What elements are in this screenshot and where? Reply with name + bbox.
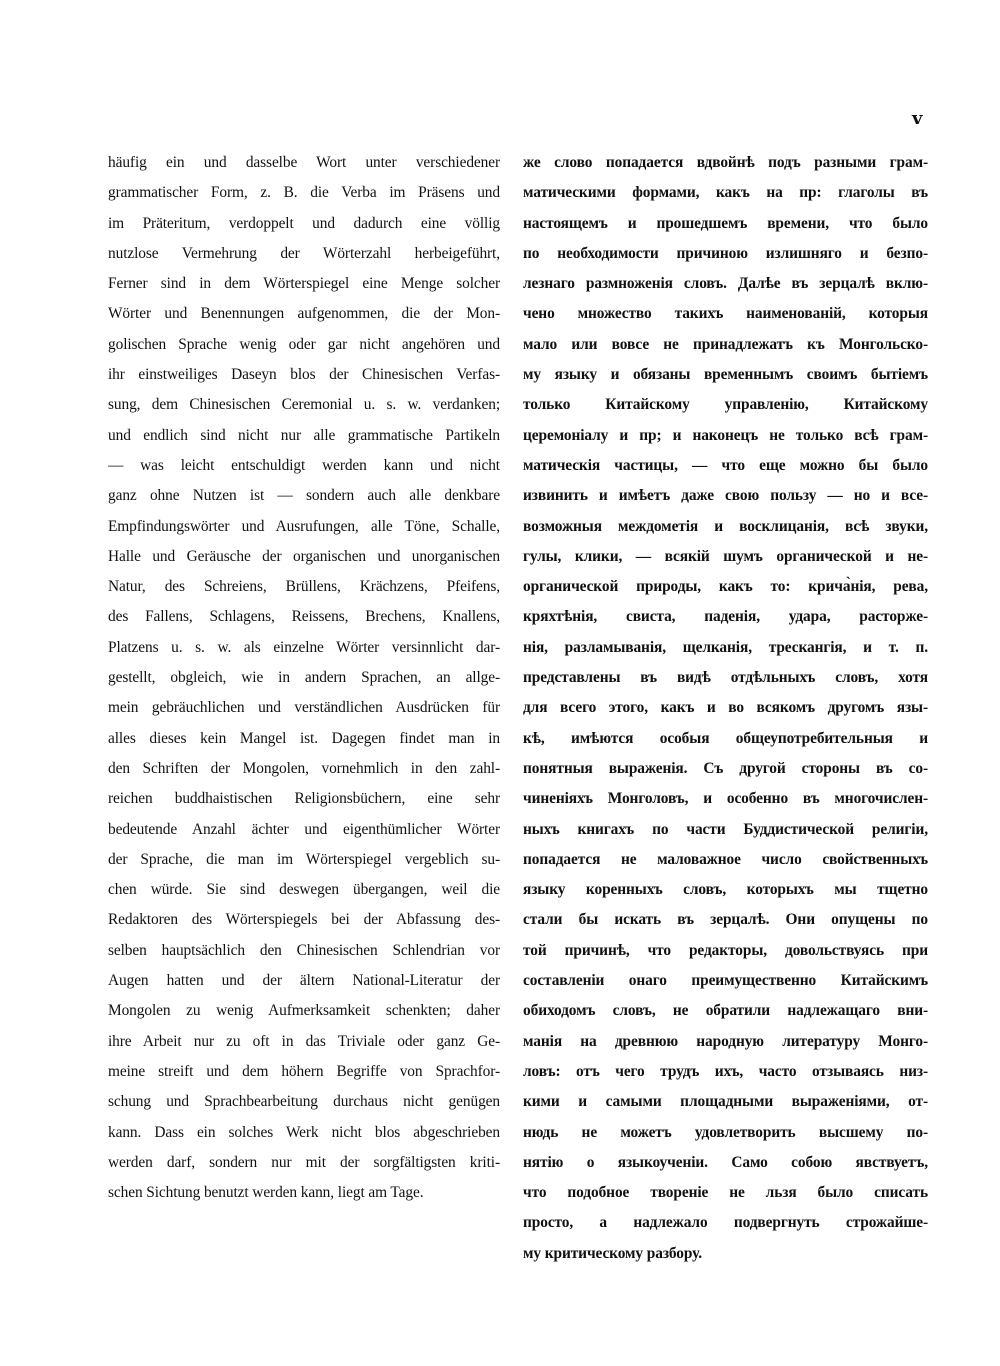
text-line: gestellt, obgleich, wie in andern Sprachen, an allge-	[108, 669, 500, 687]
text-line: нія, разламыванія, щелканія, трескангія, и т. п.	[523, 638, 928, 656]
text-line: Halle und Geräusche der organischen und unorganischen	[108, 547, 500, 565]
text-line: des Fallens, Schlagens, Reissens, Brechens, Knallens,	[108, 608, 500, 626]
text-line: по необходимости причиною излишняго и безпо-	[523, 244, 928, 262]
text-line: golischen Sprache wenig oder gar nicht angehören und	[108, 335, 500, 353]
text-line: und endlich sind nicht nur alle grammatische Partikeln	[108, 426, 500, 444]
text-line: nutzlose Vermehrung der Wörterzahl herbeigeführt,	[108, 244, 500, 262]
text-line: Empfindungswörter und Ausrufungen, alle Töne, Schalle,	[108, 517, 500, 535]
text-line: ganz ohne Nutzen ist — sondern auch alle denkbare	[108, 487, 500, 505]
text-line: mein gebräuchlichen und verständlichen Ausdrücken für	[108, 699, 500, 717]
text-line: Redaktoren des Wörterspiegels bei der Abfassung des-	[108, 911, 500, 929]
page-number: v	[912, 108, 923, 129]
text-line: составленіи онаго преимущественно Китайскимъ	[523, 972, 928, 990]
text-line: матическія частицы, — что еще можно бы было	[523, 456, 928, 474]
text-line: языку коренныхъ словъ, которыхъ мы тщетно	[523, 881, 928, 899]
text-line: органической природы, какъ то: крича̀нія, рева,	[523, 578, 928, 596]
text-line: Natur, des Schreiens, Brüllens, Krächzens, Pfeifens,	[108, 578, 500, 596]
text-line: schung und Sprachbearbeitung durchaus nicht genügen	[108, 1093, 500, 1111]
text-line: alles dieses kein Mangel ist. Dagegen findet man in	[108, 729, 500, 747]
text-line: понятныя выраженія. Съ другой стороны въ со-	[523, 759, 928, 777]
text-line: му критическому разбору.	[523, 1244, 702, 1262]
text-line: чено множество такихъ наименованій, которыя	[523, 305, 928, 323]
text-line: для всего этого, какъ и во всякомъ другомъ язы-	[523, 699, 928, 717]
text-line: манія на древнюю народную литературу Монго-	[523, 1032, 928, 1050]
text-line: возможныя междометія и восклицанія, всѣ звуки,	[523, 517, 928, 535]
text-line: ihr einstweiliges Daseyn blos der Chinesischen Verfas-	[108, 366, 500, 384]
text-line: гулы, клики, — всякій шумъ органической и не-	[523, 547, 928, 565]
text-line: настоящемъ и прошедшемъ времени, что было	[523, 214, 928, 232]
text-line: der Sprache, die man im Wörterspiegel vergeblich su-	[108, 850, 500, 868]
text-line: Augen hatten und der ältern National-Literatur der	[108, 972, 500, 990]
text-line: же слово попадается вдвойнѣ подъ разными грам-	[523, 154, 928, 171]
text-line: представлены въ видѣ отдѣльныхъ словъ, хотя	[523, 669, 928, 687]
text-line: Platzens u. s. w. als einzelne Wörter versinnlicht dar-	[108, 638, 500, 656]
text-line: кими и самыми площадными выраженіями, от-	[523, 1093, 928, 1111]
text-line: обиходомъ словъ, не обратили надлежащаго вни-	[523, 1002, 928, 1020]
text-line: той причинѣ, что редакторы, довольствуясь при	[523, 941, 928, 959]
text-line: ihre Arbeit nur zu oft in das Triviale oder ganz Ge-	[108, 1032, 500, 1050]
text-line: im Präteritum, verdoppelt und dadurch eine völlig	[108, 214, 500, 232]
text-line: werden darf, sondern nur mit der sorgfältigsten kriti-	[108, 1153, 500, 1171]
text-line: попадается не маловажное число свойственныхъ	[523, 850, 928, 868]
text-line: Ferner sind in dem Wörterspiegel eine Menge solcher	[108, 275, 500, 293]
text-line: только Китайскому управленію, Китайскому	[523, 396, 928, 414]
text-line: selben hauptsächlich den Chinesischen Schlendrian vor	[108, 941, 500, 959]
text-line: чиненіяхъ Монголовъ, и особенно въ многочислен-	[523, 790, 928, 808]
text-line: стали бы искать въ зерцалѣ. Они опущены по	[523, 911, 928, 929]
text-line: sung, dem Chinesischen Ceremonial u. s. w. verdanken;	[108, 396, 500, 414]
text-line: церемоніалу и пр; и наконецъ не только всѣ грам-	[523, 426, 928, 444]
text-line: лезнаго размноженія словъ. Далѣе въ зерцалѣ вклю-	[523, 275, 928, 293]
russian-text-column	[523, 148, 928, 1269]
text-line: кряхтѣнія, свиста, паденія, удара, расторже-	[523, 608, 928, 626]
text-line: reichen buddhaistischen Religionsbüchern, eine sehr	[108, 790, 500, 808]
text-line: schen Sichtung benutzt werden kann, liegt am Tage.	[108, 1184, 424, 1202]
text-line: нятію о языкоученіи. Само собою явствуетъ,	[523, 1153, 928, 1171]
german-text-column	[108, 148, 500, 1208]
text-line: ныхъ книгахъ по части Буддистической религіи,	[523, 820, 928, 838]
text-line: kann. Dass ein solches Werk nicht blos abgeschrieben	[108, 1123, 500, 1141]
text-line: что подобное твореніе не льзя было списать	[523, 1184, 928, 1202]
text-line: häufig ein und dasselbe Wort unter verschiedener	[108, 154, 500, 171]
text-line: просто, а надлежало подвергнуть строжайше-	[523, 1214, 928, 1232]
text-line: Wörter und Benennungen aufgenommen, die der Mon-	[108, 305, 500, 323]
text-line: матическими формами, какъ на пр: глаголы въ	[523, 184, 928, 202]
text-line: кѣ, имѣются особыя общеупотребительныя и	[523, 729, 928, 747]
text-line: bedeutende Anzahl ächter und eigenthümlicher Wörter	[108, 820, 500, 838]
text-line: Mongolen zu wenig Aufmerksamkeit schenkten; daher	[108, 1002, 500, 1020]
text-line: извинить и имѣетъ даже свою пользу — но и все-	[523, 487, 928, 505]
text-line: мало или вовсе не принадлежатъ къ Монгольско-	[523, 335, 928, 353]
text-line: — was leicht entschuldigt werden kann und nicht	[108, 456, 500, 474]
text-line: meine streift und dem höhern Begriffe von Sprachfor-	[108, 1062, 500, 1080]
text-line: grammatischer Form, z. B. die Verba im Präsens und	[108, 184, 500, 202]
text-line: му языку и обязаны временнымъ своимъ бытіемъ	[523, 366, 928, 384]
text-line: chen würde. Sie sind deswegen übergangen, weil die	[108, 881, 500, 899]
text-line: ловъ: отъ чего трудъ ихъ, часто отзываясь низ-	[523, 1062, 928, 1080]
text-line: den Schriften der Mongolen, vornehmlich in den zahl-	[108, 759, 500, 777]
text-line: нюдь не можетъ удовлетворить высшему по-	[523, 1123, 928, 1141]
